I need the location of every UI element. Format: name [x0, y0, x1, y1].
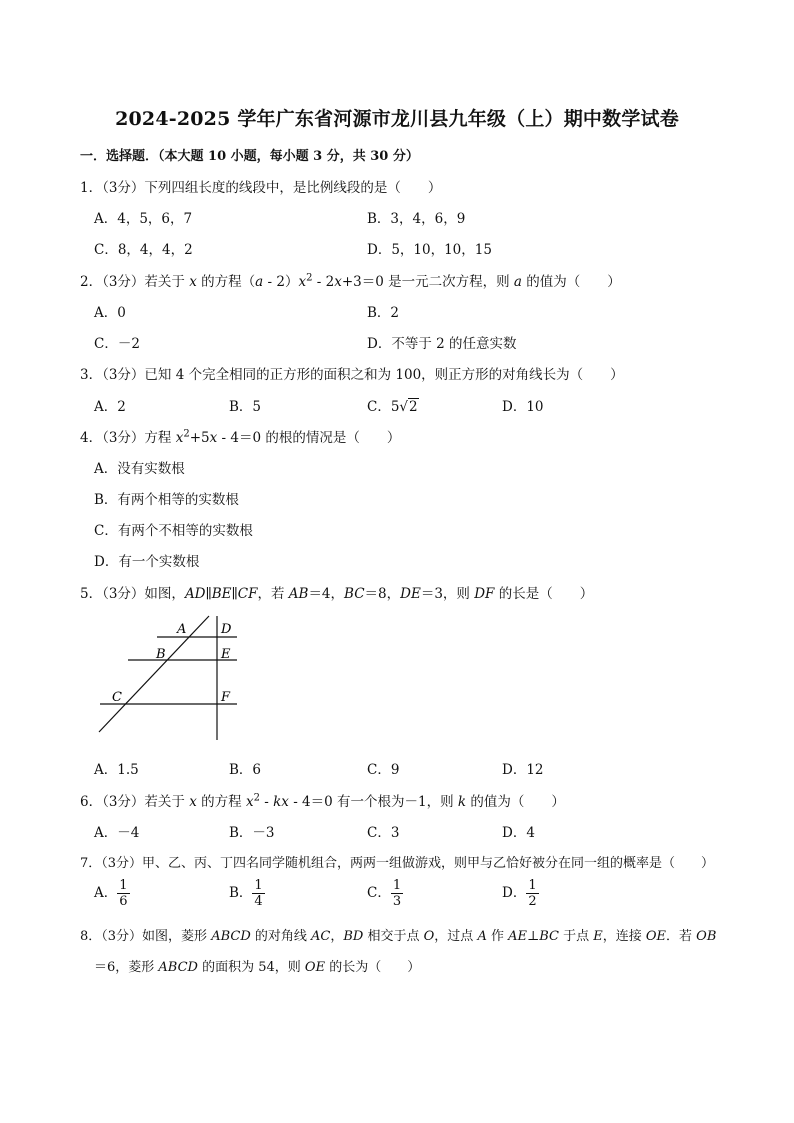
label-d: D: [221, 622, 232, 637]
label-a: A: [177, 622, 187, 637]
question-5-stem: 5．（3分）如图，AD∥BE∥CF，若 AB＝4，BC＝8，DE＝3，则 DF 的长是（ ）: [80, 586, 594, 602]
q3-option-b: B．5: [229, 399, 262, 415]
q1-option-b: B．3，4，6，9: [367, 211, 466, 227]
question-1-stem: 1．（3分）下列四组长度的线段中，是比例线段的是（ ）: [80, 180, 442, 196]
question-8-stem-line2: ＝6，菱形 ABCD 的面积为 54，则 OE 的长为（ ）: [94, 960, 421, 975]
q6-option-b: B．－3: [229, 825, 275, 841]
q6-option-c: C．3: [367, 825, 400, 841]
q5-option-d: D．12: [502, 762, 544, 778]
q7-option-d: D． $\frac{1}{2}$: [502, 878, 537, 909]
label-c: C: [112, 690, 122, 705]
q1-option-c: C．8，4，4，2: [94, 242, 193, 258]
q2-option-b: B．2: [367, 305, 400, 321]
question-3-stem: 3．（3分）已知 4 个完全相同的正方形的面积之和为 100，则正方形的对角线长为（ ）: [80, 367, 624, 383]
q4-option-a: A．没有实数根: [94, 461, 185, 477]
q5-option-b: B．6: [229, 762, 262, 778]
section-heading: 一．选择题．（本大题 10 小题，每小题 3 分，共 30 分）: [80, 149, 419, 164]
label-b: B: [156, 647, 166, 662]
page-title: 2024-2025 学年广东省河源市龙川县九年级（上）期中数学试卷: [115, 108, 679, 130]
label-e: E: [221, 647, 231, 662]
label-f: F: [221, 690, 231, 705]
line-abc: [99, 616, 209, 732]
q2-option-d: D．不等于 2 的任意实数: [367, 336, 517, 352]
question-8-stem-line1: 8．（3分）如图，菱形 ABCD 的对角线 AC，BD 相交于点 O，过点 A 作 AE⊥BC 于点 E，连接 OE．若 OB: [80, 929, 717, 944]
q3-option-c: C．5√2: [367, 399, 418, 415]
q4-option-c: C．有两个不相等的实数根: [94, 523, 253, 539]
question-2-stem: 2．（3分）若关于 x 的方程$(a - 2)x^2 - 2x+3=0$ 是一元二次方程，则 a 的值为（ ）: [80, 272, 621, 290]
q1-option-a: A．4，5，6，7: [94, 211, 193, 227]
question-4-stem: 4．（3分）方程 $x^2+5x - 4=0$ 的根的情况是（ ）: [80, 428, 401, 446]
question-6-stem: 6．（3分）若关于 x 的方程 $x^2$ - kx - 4＝0 有一个根为－1，则 k 的值为（ ）: [80, 792, 565, 810]
q5-option-c: C．9: [367, 762, 400, 778]
q7-option-a: A． $\frac{1}{6}$: [94, 878, 128, 909]
q5-option-a: A．1.5: [94, 762, 139, 778]
q4-option-d: D．有一个实数根: [94, 554, 200, 570]
q3-option-d: D．10: [502, 399, 544, 415]
q3-option-a: A．2: [94, 399, 126, 415]
q2-option-a: A．0: [94, 305, 126, 321]
q5-parallel-lines-figure: [90, 608, 250, 744]
q7-option-b: B． $\frac{1}{4}$: [229, 878, 263, 909]
q6-option-a: A．－4: [94, 825, 140, 841]
q1-option-d: D．5，10，10，15: [367, 242, 492, 258]
q4-option-b: B．有两个相等的实数根: [94, 492, 239, 508]
q6-option-d: D．4: [502, 825, 535, 841]
question-7-stem: 7．（3分）甲、乙、丙、丁四名同学随机组合，两两一组做游戏，则甲与乙恰好被分在同一组的概率是（ ）: [80, 856, 715, 871]
q2-option-c: C．－2: [94, 336, 140, 352]
q7-option-c: C． $\frac{1}{3}$: [367, 878, 402, 909]
